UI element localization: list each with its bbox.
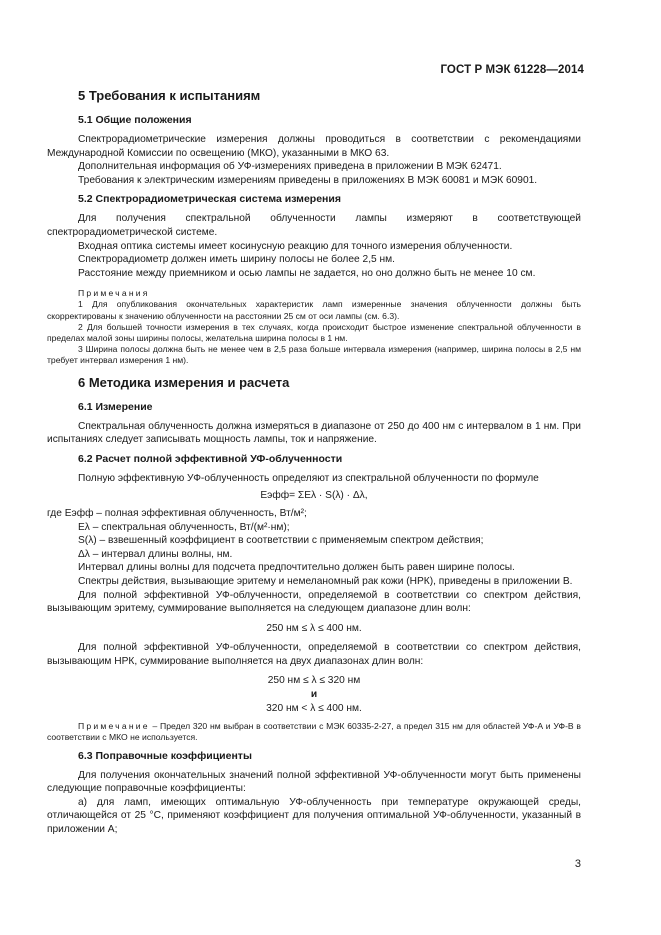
note-paragraph xyxy=(47,721,581,743)
paragraph: Спектрорадиометрические измерения должны проводиться в соответствии с рекомендациями Международной Комиссии по освещению (МКО), указанными в МКО 63. xyxy=(47,134,581,159)
note-item: 1 Для опубликования окончательных характеристик ламп измеренные значения облученности должны быть скорректированы к значению облученности на расстоянии 25 см от оси лампы (см. 6.3). xyxy=(47,299,581,321)
standard-header: ГОСТ Р МЭК 61228—2014 xyxy=(440,64,584,76)
paragraph: Для получения спектральной облученности лампы измеряют в соответствующей спектрорадиометрической системе. xyxy=(47,213,581,238)
range-conjunction: и xyxy=(310,689,318,701)
paragraph: Спектрорадиометр должен иметь ширину полосы не более 2,5 нм. xyxy=(78,254,395,266)
paragraph: Входная оптика системы имеет косинусную реакцию для точного измерения облученности. xyxy=(78,240,513,252)
section-5-2-title: 5.2 Спектрорадиометрическая система измерения xyxy=(78,193,341,206)
section-5-1-title: 5.1 Общие положения xyxy=(78,114,192,126)
paragraph: Дополнительная информация об УФ-измерениях приведена в приложении В МЭК 62471. xyxy=(78,161,502,173)
paragraph: Интервал длины волны для подсчета предпочтительно должен быть равен ширине полосы. xyxy=(78,562,515,574)
wavelength-range: 250 нм ≤ λ ≤ 400 нм. xyxy=(266,622,362,634)
note-text: – Предел 320 нм выбран в соответствии с МЭК 60335-2-27, а предел 315 нм для областей УФ-А и УФ-В в соответствии с МКО не используется. xyxy=(47,721,581,743)
formula-effective-irradiance: Eэфф= ΣEλ · S(λ) · Δλ, xyxy=(260,490,368,502)
section-6-3-title: 6.3 Поправочные коэффициенты xyxy=(78,749,252,762)
paragraph: Для получения окончательных значений полной эффективной УФ-облученности могут быть применены следующие поправочные коэффициенты: xyxy=(47,769,581,795)
formula-where-line: Δλ – интервал длины волны, нм. xyxy=(78,548,233,560)
section-6-1-title: 6.1 Измерение xyxy=(78,400,153,413)
paragraph: Требования к электрическим измерениям приведены в приложениях В МЭК 60081 и МЭК 60901. xyxy=(78,174,538,186)
paragraph: Полную эффективную УФ-облученность определяют из спектральной облученности по формуле xyxy=(78,472,539,484)
note-item: 3 Ширина полосы должна быть не менее чем в 2,5 раза больше интервала измерения (например, ширина полосы в 2,5 нм требует интервал измерения 1 нм). xyxy=(47,344,581,366)
wavelength-range: 250 нм ≤ λ ≤ 320 нм xyxy=(267,675,361,687)
paragraph: Спектры действия, вызывающие эритему и немеланомный рак кожи (НРК), приведены в приложении В. xyxy=(78,575,573,587)
note-label: Примечание xyxy=(78,721,150,732)
note-item: 2 Для большей точности измерения в тех случаях, когда происходит быстрое изменение спектральной облученности в пределах малой зоны ширины полосы, желательна ширина полосы в 1 нм. xyxy=(47,321,581,343)
formula-where-line: где Eэфф – полная эффективная облученность, Вт/м²; xyxy=(47,507,307,519)
paragraph: Спектральная облученность должна измеряться в диапазоне от 250 до 400 нм с интервалом в 1 нм. При испытаниях следует записывать мощность лампы, ток и напряжение. xyxy=(47,420,581,446)
page-content xyxy=(47,88,581,837)
paragraph: Для полной эффективной УФ-облученности, определяемой в соответствии со спектром действия, вызывающим НРК, суммирование выполняется на двух диапазонах длин волн: xyxy=(47,642,581,667)
section-6-2-title: 6.2 Расчет полной эффективной УФ-облученности xyxy=(78,452,343,465)
page-number: 3 xyxy=(574,858,581,870)
section-6-title: 6 Методика измерения и расчета xyxy=(78,374,290,390)
section-5-title: 5 Требования к испытаниям xyxy=(78,88,261,103)
list-item: а) для ламп, имеющих оптимальную УФ-облученность при температуре окружающей среды, отличающейся от 25 °С, применяют коэффициент для получения оптимальной УФ-облученности, указанный в приложении А; xyxy=(47,796,581,836)
notes-title: Примечания xyxy=(78,288,150,299)
paragraph: Для полной эффективной УФ-облученности, определяемой в соответствии со спектром действия, вызывающим эритему, суммирование выполняется на следующем диапазоне длин волн: xyxy=(47,589,581,615)
formula-where-line: Eλ – спектральная облученность, Вт/(м²·нм); xyxy=(78,521,290,533)
formula-where-line: S(λ) – взвешенный коэффициент в соответствии с применяемым спектром действия; xyxy=(78,535,484,547)
paragraph: Расстояние между приемником и осью лампы не задается, но оно должно быть не менее 10 см. xyxy=(78,267,536,279)
wavelength-range: 320 нм < λ ≤ 400 нм. xyxy=(266,702,362,714)
